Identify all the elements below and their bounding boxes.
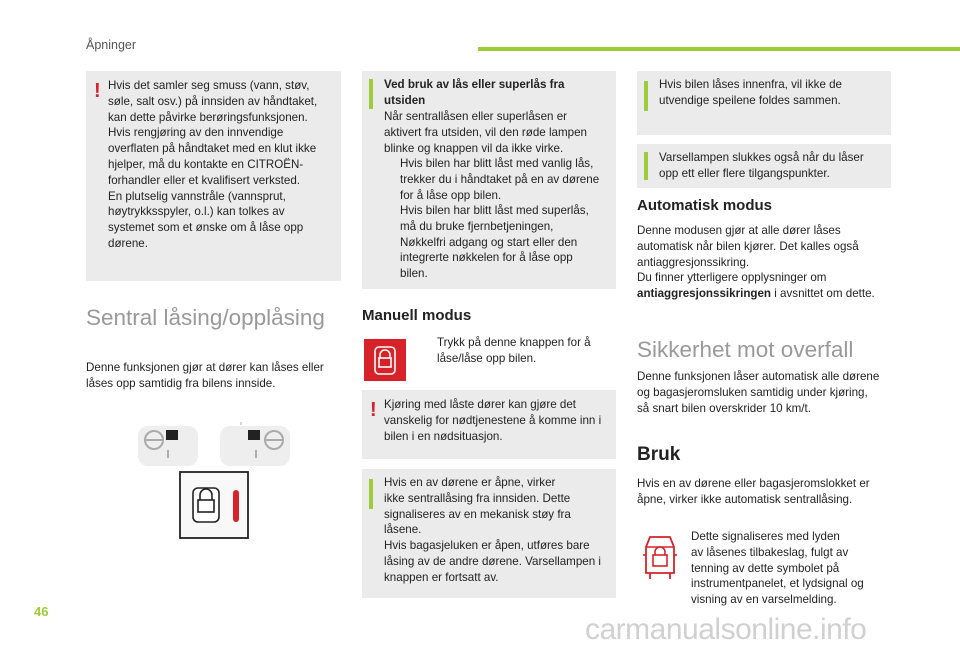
warning-text-dirt: Hvis det samler seg smuss (vann, støv, søle, salt osv.) på innsiden av håndtaket, kan dette påvirke berøringsfunksjonen. Hvis rengjøring av den innvendige overflaten på håndtaket med en klut ikke hjelper, må du kontakte en CITROËN- forhandler eller et kvalifisert verksted. En plutselig vannstråle (vannsprut, høytrykksspyler, o.l.) kan tolkes av systemet som et ønske om å låse opp dørene. xyxy=(108,79,318,250)
header-accent-bar xyxy=(478,47,960,51)
info-title-external-lock: Ved bruk av lås eller superlås fra utsiden xyxy=(384,78,565,107)
warning-exclamation-icon: ! xyxy=(370,399,377,421)
warning-box-emergency xyxy=(362,390,616,459)
info-text-mirrors: Hvis bilen låses innenfra, vil ikke de utvendige speilene foldes sammen. xyxy=(659,78,843,107)
section-title-central-locking: Sentral låsing/opplåsing xyxy=(86,305,325,330)
bullet-text-normal-lock: Hvis bilen har blitt låst med vanlig lås, trekker du i håndtaket på en av dørene for å låse opp bilen. xyxy=(400,157,600,202)
central-locking-intro: Denne funksjonen gjør at dører kan låses eller låses opp samtidig fra bilens innside. xyxy=(86,361,324,390)
info-text-open-door: Hvis en av dørene er åpne, virker ikke sentrallåsing fra innsiden. Dette signaliseres av en mekanisk støy fra låsene. Hvis bagasjeluken er åpen, utføres bare låsing av de andre dørene. Varsellampen i knappen er fortsatt av. xyxy=(384,476,601,584)
right-handle-icon xyxy=(220,426,290,466)
automatic-mode-text-main: Denne modusen gjør at alle dører låses automatisk når bilen kjører. Det kalles også antiaggresjonssikring. Du finner ytterligere opplysninger om xyxy=(637,224,859,285)
use-text: Hvis en av dørene eller bagasjeromslokket er åpne, virker ikke automatisk sentrallåsing. xyxy=(637,477,870,506)
info-marker-icon xyxy=(369,479,373,509)
warning-box-dirt xyxy=(86,71,341,281)
info-marker-icon xyxy=(644,152,648,180)
anti-aggression-link-text: antiaggresjonssikringen xyxy=(637,287,772,301)
warning-text-emergency: Kjøring med låste dører kan gjøre det vanskelig for nødtjenestene å komme inn i bilen i en nødsituasjon. xyxy=(384,398,602,443)
info-text-external-lock: Når sentrallåsen eller superlåsen er aktivert fra utsiden, vil den røde lampen blinke og knappen vil da ikke virke. xyxy=(384,110,587,155)
signal-text: Dette signaliseres med lyden av låsenes tilbakeslag, fulgt av tenning av dette symbolet på instrumentpanelet, et lydsignal og visning av en varselmelding. xyxy=(691,530,864,607)
bullet-text-superlock: Hvis bilen har blitt låst med superlås, må du bruke fjernbetjeningen, Nøkkelfri adgang og start eller den integrerte nøkkelen for å låse opp bilen. xyxy=(400,204,589,281)
section-title-use: Bruk xyxy=(637,444,681,465)
warning-exclamation-icon: ! xyxy=(94,80,101,102)
info-text-warning-lamp: Varsellampen slukkes også når du låser opp ett eller flere tilgangspunkter. xyxy=(659,151,864,180)
lock-red-icon xyxy=(364,339,406,381)
section-title-manual-mode: Manuell modus xyxy=(362,307,472,324)
chapter-title: Åpninger xyxy=(86,38,137,52)
section-title-anti-hijack: Sikkerhet mot overfall xyxy=(637,337,854,362)
left-handle-icon xyxy=(138,426,198,466)
door-lock-illustration xyxy=(138,420,298,544)
car-lock-warning-icon xyxy=(642,533,678,581)
section-title-automatic-mode: Automatisk modus xyxy=(637,197,773,214)
lock-button-icon xyxy=(180,472,248,538)
info-box-warning-lamp xyxy=(637,144,891,188)
info-box-mirrors xyxy=(637,71,891,135)
automatic-mode-text-tail: i avsnittet om dette. xyxy=(771,287,875,301)
info-box-external-lock xyxy=(362,71,616,289)
watermark: carmanualsonline.info xyxy=(585,613,867,646)
page-number: 46 xyxy=(34,604,49,619)
info-marker-icon xyxy=(644,81,648,111)
anti-hijack-text: Denne funksjonen låser automatisk alle dørene og bagasjeromsluken samtidig under kjøring, så snart bilen overskrider 10 km/t. xyxy=(637,370,880,415)
info-marker-icon xyxy=(369,79,373,109)
automatic-mode-text xyxy=(637,223,897,302)
info-box-open-door xyxy=(362,469,616,598)
manual-mode-bullet-text: Trykk på denne knappen for å låse/låse opp bilen. xyxy=(437,336,591,365)
